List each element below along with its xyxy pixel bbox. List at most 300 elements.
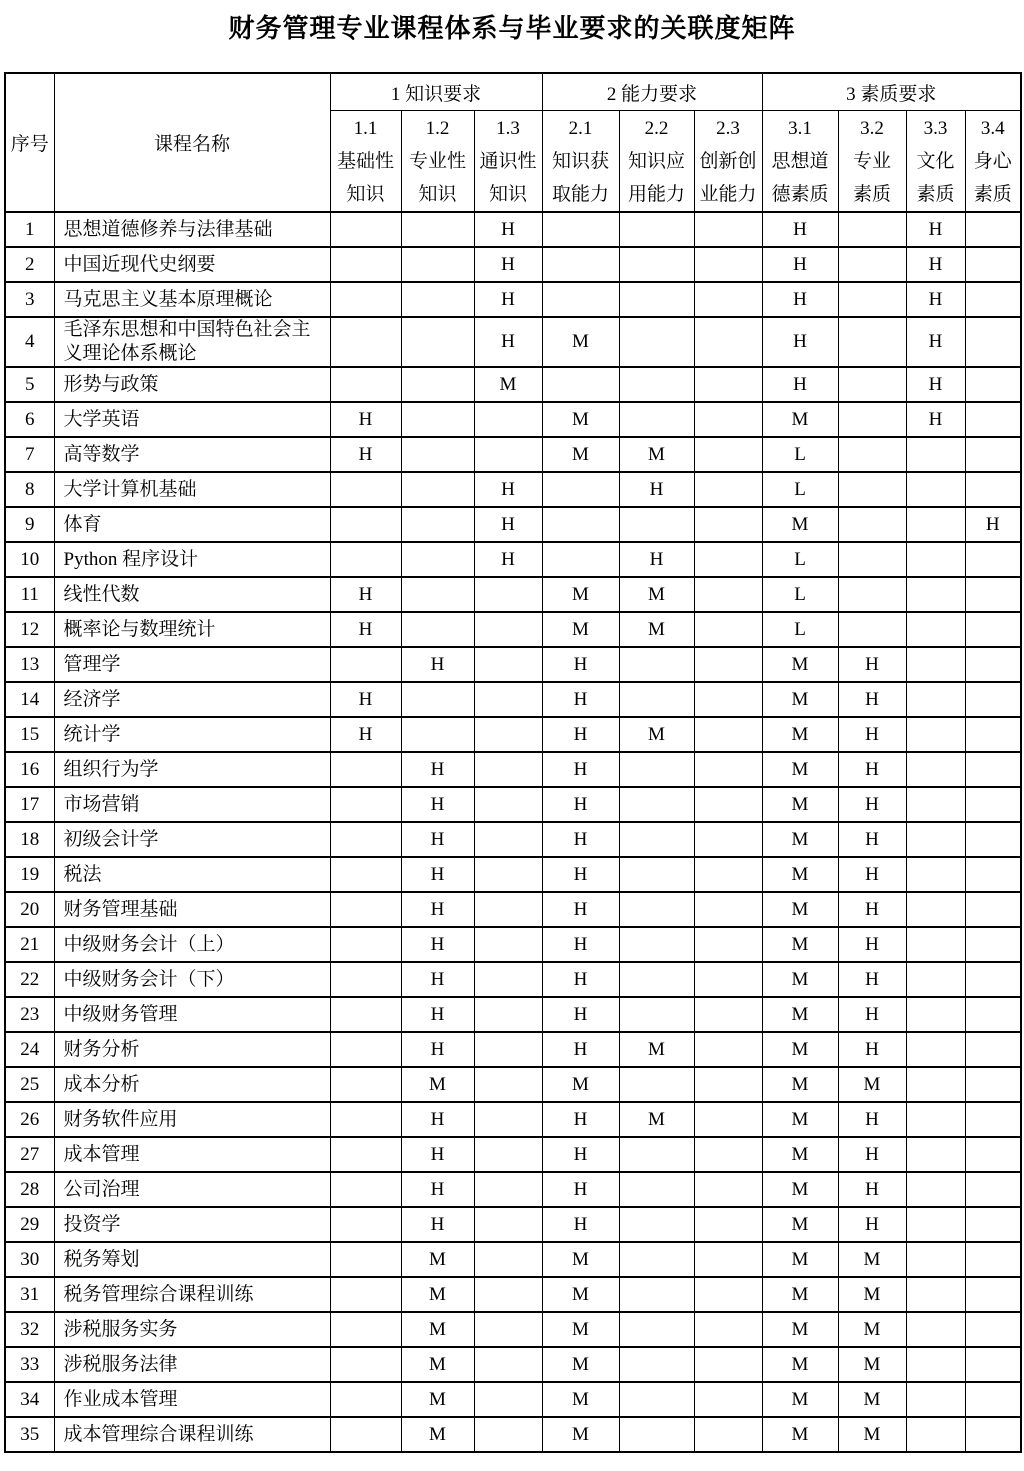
correlation-value-cell-1-2: M bbox=[401, 1382, 474, 1417]
table-row bbox=[5, 822, 1021, 857]
correlation-value-cell-2-2 bbox=[619, 1207, 694, 1242]
correlation-value-cell-3-4 bbox=[965, 1417, 1021, 1452]
correlation-value-cell-3-1: L bbox=[762, 577, 838, 612]
row-number-cell: 10 bbox=[5, 542, 54, 577]
correlation-value-cell-3-2: M bbox=[838, 1067, 906, 1102]
row-number-cell: 25 bbox=[5, 1067, 54, 1102]
correlation-value-cell-1-3 bbox=[474, 1032, 542, 1067]
correlation-value-cell-1-2: M bbox=[401, 1277, 474, 1312]
correlation-value-cell-3-4 bbox=[965, 822, 1021, 857]
correlation-value-cell-2-3 bbox=[694, 857, 762, 892]
correlation-value-cell-2-3 bbox=[694, 1172, 762, 1207]
correlation-value-cell-1-1 bbox=[330, 752, 401, 787]
correlation-value-cell-1-3: H bbox=[474, 542, 542, 577]
correlation-value-cell-2-1: M bbox=[542, 1417, 619, 1452]
correlation-value-cell-3-4 bbox=[965, 1277, 1021, 1312]
correlation-value-cell-3-1: L bbox=[762, 612, 838, 647]
correlation-value-cell-2-2 bbox=[619, 212, 694, 247]
course-name-cell: 高等数学 bbox=[54, 437, 330, 472]
correlation-value-cell-1-3 bbox=[474, 682, 542, 717]
correlation-value-cell-3-3 bbox=[906, 1417, 965, 1452]
correlation-value-cell-2-3 bbox=[694, 787, 762, 822]
course-name-cell: 中级财务管理 bbox=[54, 997, 330, 1032]
correlation-value-cell-1-2 bbox=[401, 282, 474, 317]
header-group-row bbox=[5, 73, 1021, 111]
correlation-value-cell-2-3 bbox=[694, 927, 762, 962]
header-group-knowledge: 1 知识要求 bbox=[330, 73, 542, 111]
correlation-value-cell-3-3 bbox=[906, 542, 965, 577]
correlation-value-cell-1-2: H bbox=[401, 892, 474, 927]
correlation-value-cell-3-2: H bbox=[838, 1207, 906, 1242]
correlation-value-cell-2-1 bbox=[542, 247, 619, 282]
row-number-cell: 5 bbox=[5, 367, 54, 402]
correlation-value-cell-3-4 bbox=[965, 717, 1021, 752]
course-name-cell: 毛泽东思想和中国特色社会主义理论体系概论 bbox=[54, 317, 330, 367]
correlation-value-cell-1-2: H bbox=[401, 822, 474, 857]
table-row bbox=[5, 612, 1021, 647]
correlation-value-cell-3-4 bbox=[965, 1207, 1021, 1242]
row-number-cell: 17 bbox=[5, 787, 54, 822]
correlation-value-cell-3-4 bbox=[965, 212, 1021, 247]
correlation-value-cell-2-1: H bbox=[542, 857, 619, 892]
correlation-value-cell-1-2 bbox=[401, 507, 474, 542]
correlation-value-cell-3-2: H bbox=[838, 717, 906, 752]
course-name-cell: 线性代数 bbox=[54, 577, 330, 612]
correlation-value-cell-2-1 bbox=[542, 282, 619, 317]
column-header-1-3: 1.3 通识性 知识 bbox=[474, 111, 542, 213]
correlation-value-cell-1-2 bbox=[401, 212, 474, 247]
correlation-value-cell-1-1 bbox=[330, 1137, 401, 1172]
correlation-value-cell-3-1: M bbox=[762, 1417, 838, 1452]
row-number-cell: 19 bbox=[5, 857, 54, 892]
correlation-value-cell-1-2: H bbox=[401, 1207, 474, 1242]
correlation-value-cell-2-2 bbox=[619, 682, 694, 717]
correlation-value-cell-1-3: H bbox=[474, 282, 542, 317]
correlation-value-cell-3-3 bbox=[906, 1277, 965, 1312]
correlation-value-cell-1-2 bbox=[401, 612, 474, 647]
correlation-value-cell-1-2: H bbox=[401, 1102, 474, 1137]
correlation-value-cell-2-1: M bbox=[542, 1382, 619, 1417]
table-row bbox=[5, 1277, 1021, 1312]
correlation-value-cell-1-1 bbox=[330, 1347, 401, 1382]
correlation-value-cell-3-4 bbox=[965, 1102, 1021, 1137]
correlation-value-cell-2-3 bbox=[694, 997, 762, 1032]
correlation-value-cell-3-2 bbox=[838, 367, 906, 402]
correlation-value-cell-3-4 bbox=[965, 1032, 1021, 1067]
correlation-value-cell-1-1 bbox=[330, 647, 401, 682]
correlation-value-cell-1-1 bbox=[330, 1032, 401, 1067]
correlation-value-cell-3-1: M bbox=[762, 962, 838, 997]
correlation-value-cell-1-1: H bbox=[330, 577, 401, 612]
correlation-value-cell-2-2 bbox=[619, 507, 694, 542]
correlation-value-cell-3-2 bbox=[838, 612, 906, 647]
correlation-value-cell-1-3 bbox=[474, 857, 542, 892]
correlation-value-cell-3-2: M bbox=[838, 1382, 906, 1417]
correlation-value-cell-3-4 bbox=[965, 542, 1021, 577]
correlation-value-cell-2-2 bbox=[619, 1137, 694, 1172]
header-course-name: 课程名称 bbox=[54, 73, 330, 212]
correlation-value-cell-3-3 bbox=[906, 577, 965, 612]
correlation-value-cell-3-3 bbox=[906, 437, 965, 472]
column-header-3-1: 3.1 思想道 德素质 bbox=[762, 111, 838, 213]
correlation-value-cell-2-2 bbox=[619, 1172, 694, 1207]
correlation-value-cell-3-1: M bbox=[762, 892, 838, 927]
correlation-value-cell-1-3 bbox=[474, 1102, 542, 1137]
correlation-value-cell-3-3 bbox=[906, 612, 965, 647]
correlation-value-cell-2-1: M bbox=[542, 402, 619, 437]
row-number-cell: 8 bbox=[5, 472, 54, 507]
course-name-cell: 成本管理 bbox=[54, 1137, 330, 1172]
correlation-value-cell-3-2: M bbox=[838, 1417, 906, 1452]
table-row bbox=[5, 437, 1021, 472]
course-name-cell: 统计学 bbox=[54, 717, 330, 752]
correlation-value-cell-1-1 bbox=[330, 282, 401, 317]
correlation-value-cell-3-2: M bbox=[838, 1312, 906, 1347]
correlation-value-cell-3-3 bbox=[906, 1312, 965, 1347]
row-number-cell: 30 bbox=[5, 1242, 54, 1277]
correlation-value-cell-1-3 bbox=[474, 402, 542, 437]
correlation-value-cell-2-1: H bbox=[542, 892, 619, 927]
correlation-value-cell-1-3: H bbox=[474, 247, 542, 282]
correlation-value-cell-3-4 bbox=[965, 1312, 1021, 1347]
correlation-value-cell-3-3 bbox=[906, 787, 965, 822]
correlation-value-cell-3-4 bbox=[965, 892, 1021, 927]
correlation-value-cell-3-1: M bbox=[762, 647, 838, 682]
correlation-value-cell-1-2: M bbox=[401, 1347, 474, 1382]
table-row bbox=[5, 212, 1021, 247]
table-row bbox=[5, 787, 1021, 822]
correlation-value-cell-1-3 bbox=[474, 1382, 542, 1417]
table-row bbox=[5, 247, 1021, 282]
correlation-value-cell-2-2: M bbox=[619, 717, 694, 752]
row-number-cell: 4 bbox=[5, 317, 54, 367]
row-number-cell: 27 bbox=[5, 1137, 54, 1172]
correlation-value-cell-2-1: H bbox=[542, 682, 619, 717]
correlation-value-cell-1-3 bbox=[474, 1172, 542, 1207]
correlation-value-cell-3-1: M bbox=[762, 1277, 838, 1312]
correlation-value-cell-1-3 bbox=[474, 612, 542, 647]
correlation-value-cell-1-2: H bbox=[401, 1032, 474, 1067]
course-name-cell: 中国近现代史纲要 bbox=[54, 247, 330, 282]
row-number-cell: 33 bbox=[5, 1347, 54, 1382]
correlation-value-cell-3-2: H bbox=[838, 682, 906, 717]
course-name-cell: 涉税服务实务 bbox=[54, 1312, 330, 1347]
correlation-value-cell-2-3 bbox=[694, 437, 762, 472]
correlation-value-cell-2-1: H bbox=[542, 787, 619, 822]
correlation-value-cell-1-2 bbox=[401, 247, 474, 282]
correlation-value-cell-2-3 bbox=[694, 317, 762, 367]
correlation-value-cell-2-1: H bbox=[542, 647, 619, 682]
correlation-value-cell-1-1: H bbox=[330, 402, 401, 437]
correlation-value-cell-3-2 bbox=[838, 212, 906, 247]
header-group-quality: 3 素质要求 bbox=[762, 73, 1021, 111]
correlation-value-cell-3-1: M bbox=[762, 402, 838, 437]
correlation-value-cell-2-1: H bbox=[542, 822, 619, 857]
correlation-value-cell-1-1 bbox=[330, 962, 401, 997]
correlation-value-cell-1-2 bbox=[401, 437, 474, 472]
correlation-value-cell-3-4 bbox=[965, 1172, 1021, 1207]
correlation-value-cell-2-2 bbox=[619, 822, 694, 857]
table-row bbox=[5, 997, 1021, 1032]
correlation-matrix-table bbox=[4, 72, 1022, 1453]
correlation-value-cell-2-3 bbox=[694, 1242, 762, 1277]
correlation-value-cell-2-3 bbox=[694, 1277, 762, 1312]
correlation-value-cell-3-3 bbox=[906, 472, 965, 507]
row-number-cell: 31 bbox=[5, 1277, 54, 1312]
correlation-value-cell-3-4 bbox=[965, 682, 1021, 717]
table-row bbox=[5, 892, 1021, 927]
correlation-value-cell-1-3 bbox=[474, 1277, 542, 1312]
correlation-value-cell-1-3 bbox=[474, 1137, 542, 1172]
course-name-cell: 税务筹划 bbox=[54, 1242, 330, 1277]
row-number-cell: 15 bbox=[5, 717, 54, 752]
correlation-value-cell-2-1: H bbox=[542, 1102, 619, 1137]
correlation-value-cell-1-1 bbox=[330, 472, 401, 507]
correlation-value-cell-3-1: M bbox=[762, 507, 838, 542]
correlation-value-cell-1-3 bbox=[474, 1312, 542, 1347]
correlation-value-cell-3-3 bbox=[906, 1102, 965, 1137]
correlation-value-cell-1-3: H bbox=[474, 507, 542, 542]
correlation-value-cell-2-2 bbox=[619, 317, 694, 367]
table-row bbox=[5, 1312, 1021, 1347]
correlation-value-cell-3-3: H bbox=[906, 402, 965, 437]
course-name-cell: 中级财务会计（下） bbox=[54, 962, 330, 997]
correlation-value-cell-2-1 bbox=[542, 212, 619, 247]
correlation-value-cell-1-3 bbox=[474, 577, 542, 612]
correlation-value-cell-2-3 bbox=[694, 247, 762, 282]
correlation-value-cell-2-2 bbox=[619, 402, 694, 437]
row-number-cell: 34 bbox=[5, 1382, 54, 1417]
table-row bbox=[5, 752, 1021, 787]
correlation-value-cell-2-3 bbox=[694, 1032, 762, 1067]
table-row bbox=[5, 367, 1021, 402]
correlation-value-cell-2-2 bbox=[619, 282, 694, 317]
table-row bbox=[5, 962, 1021, 997]
row-number-cell: 2 bbox=[5, 247, 54, 282]
correlation-value-cell-1-3 bbox=[474, 1347, 542, 1382]
correlation-value-cell-1-2: H bbox=[401, 787, 474, 822]
correlation-value-cell-3-2: H bbox=[838, 1172, 906, 1207]
course-name-cell: 思想道德修养与法律基础 bbox=[54, 212, 330, 247]
correlation-value-cell-2-3 bbox=[694, 822, 762, 857]
table-row bbox=[5, 317, 1021, 367]
table-row bbox=[5, 1347, 1021, 1382]
correlation-value-cell-1-1 bbox=[330, 247, 401, 282]
correlation-value-cell-3-3: H bbox=[906, 212, 965, 247]
row-number-cell: 12 bbox=[5, 612, 54, 647]
table-row bbox=[5, 1207, 1021, 1242]
row-number-cell: 3 bbox=[5, 282, 54, 317]
correlation-value-cell-3-2 bbox=[838, 402, 906, 437]
correlation-value-cell-3-1: M bbox=[762, 822, 838, 857]
row-number-cell: 16 bbox=[5, 752, 54, 787]
correlation-value-cell-2-3 bbox=[694, 577, 762, 612]
correlation-value-cell-2-3 bbox=[694, 1312, 762, 1347]
correlation-value-cell-3-4 bbox=[965, 282, 1021, 317]
correlation-value-cell-2-2 bbox=[619, 787, 694, 822]
correlation-value-cell-3-2: H bbox=[838, 892, 906, 927]
correlation-value-cell-3-3 bbox=[906, 1242, 965, 1277]
correlation-value-cell-3-3 bbox=[906, 822, 965, 857]
correlation-value-cell-2-3 bbox=[694, 212, 762, 247]
correlation-value-cell-1-3 bbox=[474, 997, 542, 1032]
correlation-value-cell-1-2: M bbox=[401, 1067, 474, 1102]
correlation-value-cell-3-1: M bbox=[762, 787, 838, 822]
correlation-value-cell-1-1 bbox=[330, 1382, 401, 1417]
correlation-value-cell-3-1: H bbox=[762, 247, 838, 282]
correlation-value-cell-2-2 bbox=[619, 1312, 694, 1347]
correlation-value-cell-2-1: M bbox=[542, 1347, 619, 1382]
correlation-value-cell-3-4 bbox=[965, 472, 1021, 507]
correlation-value-cell-2-1: H bbox=[542, 962, 619, 997]
correlation-value-cell-3-2 bbox=[838, 317, 906, 367]
correlation-value-cell-3-2: H bbox=[838, 822, 906, 857]
row-number-cell: 21 bbox=[5, 927, 54, 962]
correlation-value-cell-2-1: H bbox=[542, 717, 619, 752]
correlation-value-cell-3-3 bbox=[906, 1207, 965, 1242]
course-name-cell: 税务管理综合课程训练 bbox=[54, 1277, 330, 1312]
correlation-value-cell-3-4 bbox=[965, 402, 1021, 437]
correlation-value-cell-2-3 bbox=[694, 1382, 762, 1417]
correlation-value-cell-2-3 bbox=[694, 1417, 762, 1452]
table-row bbox=[5, 1382, 1021, 1417]
correlation-value-cell-3-3: H bbox=[906, 367, 965, 402]
correlation-value-cell-2-2 bbox=[619, 962, 694, 997]
correlation-value-cell-1-3 bbox=[474, 437, 542, 472]
table-row bbox=[5, 927, 1021, 962]
correlation-value-cell-3-2: H bbox=[838, 647, 906, 682]
correlation-value-cell-3-1: M bbox=[762, 1102, 838, 1137]
column-header-2-2: 2.2 知识应 用能力 bbox=[619, 111, 694, 213]
correlation-value-cell-3-3: H bbox=[906, 317, 965, 367]
correlation-value-cell-3-4 bbox=[965, 787, 1021, 822]
correlation-value-cell-2-1: H bbox=[542, 1032, 619, 1067]
correlation-value-cell-2-2 bbox=[619, 1277, 694, 1312]
correlation-value-cell-3-2: H bbox=[838, 857, 906, 892]
correlation-value-cell-1-2 bbox=[401, 367, 474, 402]
correlation-value-cell-3-1: L bbox=[762, 542, 838, 577]
correlation-value-cell-1-2: H bbox=[401, 647, 474, 682]
correlation-value-cell-2-3 bbox=[694, 1102, 762, 1137]
correlation-value-cell-2-1: H bbox=[542, 1172, 619, 1207]
correlation-value-cell-3-4 bbox=[965, 317, 1021, 367]
correlation-value-cell-2-2 bbox=[619, 997, 694, 1032]
correlation-value-cell-1-2: H bbox=[401, 857, 474, 892]
row-number-cell: 22 bbox=[5, 962, 54, 997]
correlation-value-cell-3-1: M bbox=[762, 1312, 838, 1347]
course-name-cell: 成本分析 bbox=[54, 1067, 330, 1102]
correlation-value-cell-3-1: M bbox=[762, 1347, 838, 1382]
correlation-value-cell-3-4: H bbox=[965, 507, 1021, 542]
correlation-value-cell-2-1: H bbox=[542, 997, 619, 1032]
table-row bbox=[5, 1172, 1021, 1207]
course-name-cell: 经济学 bbox=[54, 682, 330, 717]
column-header-1-2: 1.2 专业性 知识 bbox=[401, 111, 474, 213]
correlation-value-cell-2-2 bbox=[619, 1382, 694, 1417]
correlation-value-cell-1-3 bbox=[474, 1207, 542, 1242]
correlation-value-cell-2-3 bbox=[694, 892, 762, 927]
correlation-value-cell-3-2 bbox=[838, 577, 906, 612]
correlation-value-cell-2-2 bbox=[619, 1242, 694, 1277]
correlation-value-cell-1-1: H bbox=[330, 437, 401, 472]
table-row bbox=[5, 1242, 1021, 1277]
correlation-value-cell-1-2 bbox=[401, 542, 474, 577]
course-name-cell: 中级财务会计（上） bbox=[54, 927, 330, 962]
correlation-value-cell-1-3: H bbox=[474, 472, 542, 507]
course-name-cell: 财务分析 bbox=[54, 1032, 330, 1067]
correlation-value-cell-2-1: M bbox=[542, 577, 619, 612]
course-name-cell: 投资学 bbox=[54, 1207, 330, 1242]
header-group-ability: 2 能力要求 bbox=[542, 73, 762, 111]
correlation-value-cell-3-3 bbox=[906, 507, 965, 542]
page-title: 财务管理专业课程体系与毕业要求的关联度矩阵 bbox=[228, 13, 796, 43]
correlation-value-cell-3-3 bbox=[906, 1067, 965, 1102]
correlation-value-cell-1-2 bbox=[401, 317, 474, 367]
correlation-value-cell-1-1: H bbox=[330, 682, 401, 717]
correlation-value-cell-2-2 bbox=[619, 647, 694, 682]
correlation-value-cell-1-2: M bbox=[401, 1312, 474, 1347]
correlation-value-cell-2-1: H bbox=[542, 927, 619, 962]
correlation-value-cell-2-2: H bbox=[619, 542, 694, 577]
course-name-cell: 管理学 bbox=[54, 647, 330, 682]
course-name-cell: 初级会计学 bbox=[54, 822, 330, 857]
correlation-value-cell-2-2 bbox=[619, 857, 694, 892]
correlation-value-cell-1-1 bbox=[330, 1417, 401, 1452]
correlation-value-cell-2-1: M bbox=[542, 437, 619, 472]
course-name-cell: 组织行为学 bbox=[54, 752, 330, 787]
correlation-value-cell-3-2 bbox=[838, 247, 906, 282]
correlation-value-cell-2-3 bbox=[694, 962, 762, 997]
row-number-cell: 29 bbox=[5, 1207, 54, 1242]
correlation-value-cell-2-3 bbox=[694, 542, 762, 577]
correlation-value-cell-1-2 bbox=[401, 577, 474, 612]
row-number-cell: 26 bbox=[5, 1102, 54, 1137]
header-index-number: 序号 bbox=[5, 73, 54, 212]
correlation-value-cell-3-2: H bbox=[838, 787, 906, 822]
correlation-value-cell-2-2: M bbox=[619, 1032, 694, 1067]
correlation-value-cell-1-1 bbox=[330, 1172, 401, 1207]
correlation-value-cell-3-4 bbox=[965, 367, 1021, 402]
correlation-value-cell-1-2: H bbox=[401, 962, 474, 997]
correlation-value-cell-2-1: M bbox=[542, 1242, 619, 1277]
course-name-cell: 概率论与数理统计 bbox=[54, 612, 330, 647]
correlation-value-cell-2-2 bbox=[619, 367, 694, 402]
correlation-value-cell-1-1: H bbox=[330, 612, 401, 647]
correlation-value-cell-3-3 bbox=[906, 962, 965, 997]
correlation-value-cell-1-2 bbox=[401, 717, 474, 752]
correlation-value-cell-1-1 bbox=[330, 1277, 401, 1312]
correlation-value-cell-3-2: H bbox=[838, 1032, 906, 1067]
correlation-value-cell-1-3 bbox=[474, 927, 542, 962]
correlation-value-cell-1-2: M bbox=[401, 1417, 474, 1452]
correlation-value-cell-2-1 bbox=[542, 367, 619, 402]
correlation-value-cell-2-2: H bbox=[619, 472, 694, 507]
correlation-value-cell-1-3 bbox=[474, 1242, 542, 1277]
correlation-value-cell-3-4 bbox=[965, 857, 1021, 892]
correlation-value-cell-1-2: H bbox=[401, 1172, 474, 1207]
correlation-value-cell-3-2: H bbox=[838, 962, 906, 997]
table-row bbox=[5, 1067, 1021, 1102]
correlation-value-cell-1-3 bbox=[474, 647, 542, 682]
correlation-value-cell-3-2 bbox=[838, 507, 906, 542]
correlation-value-cell-1-1 bbox=[330, 857, 401, 892]
correlation-value-cell-3-1: L bbox=[762, 472, 838, 507]
correlation-value-cell-1-1 bbox=[330, 787, 401, 822]
correlation-value-cell-3-4 bbox=[965, 927, 1021, 962]
correlation-value-cell-2-3 bbox=[694, 1067, 762, 1102]
correlation-value-cell-2-2 bbox=[619, 752, 694, 787]
correlation-value-cell-1-1 bbox=[330, 1242, 401, 1277]
